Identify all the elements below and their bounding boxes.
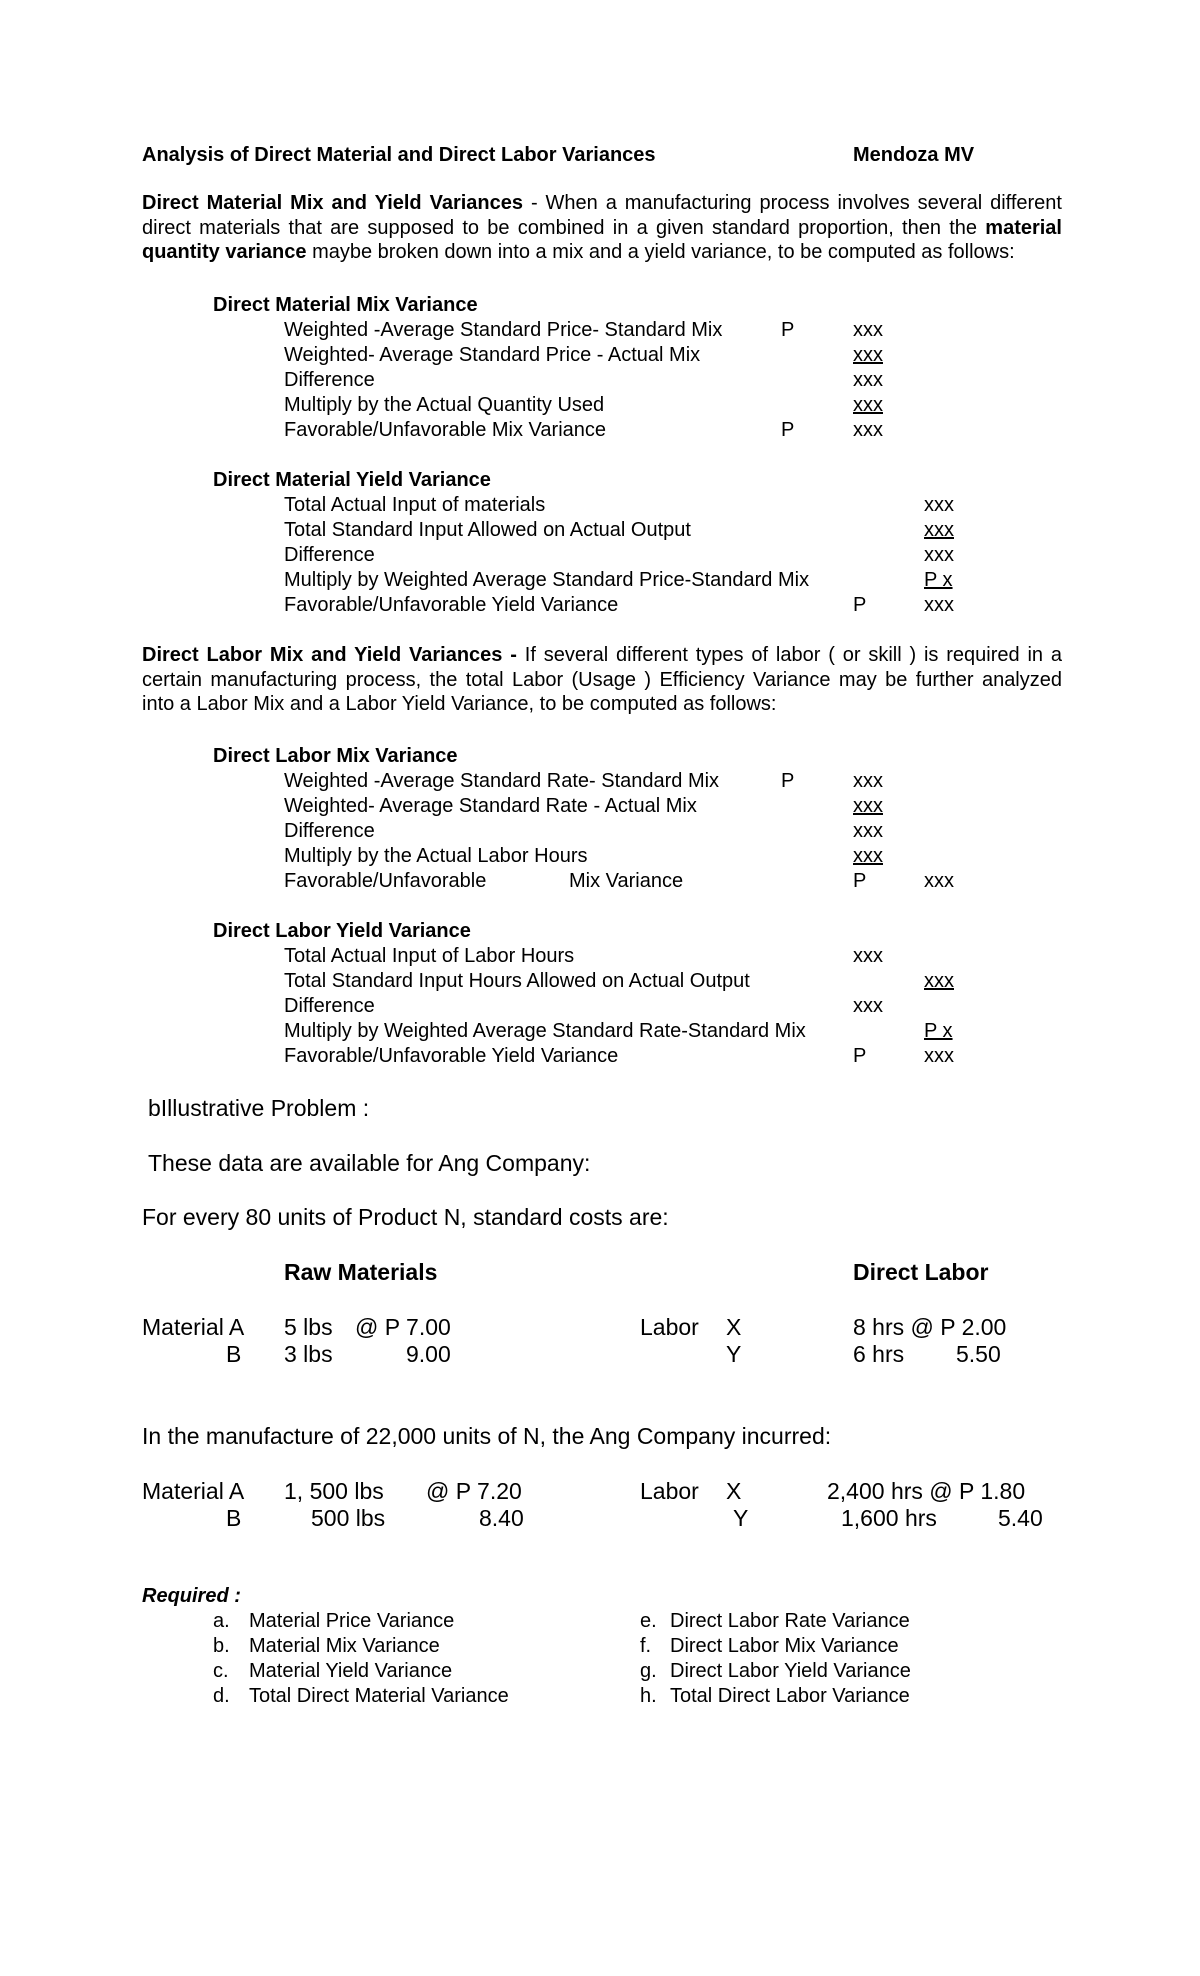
dl-mix-row-p: P <box>781 770 795 792</box>
dm-yield-row-label: Total Actual Input of materials <box>284 494 546 516</box>
list-text: Material Yield Variance <box>249 1660 453 1682</box>
std-labor-label: Labor <box>640 1314 699 1340</box>
list-item <box>640 1609 911 1634</box>
dm-yield-row-label: Multiply by Weighted Average Standard Price-Standard Mix <box>284 569 810 591</box>
problem-intro-line: These data are available for Ang Company: <box>148 1150 591 1176</box>
list-text: Material Mix Variance <box>249 1635 440 1657</box>
dm-mix-row-label: Multiply by the Actual Quantity Used <box>284 394 605 416</box>
dl-mix-row-p: P <box>853 870 867 892</box>
std-labor-y-label: Y <box>726 1341 742 1367</box>
act-labor-y-hours: 1,600 hrs <box>841 1505 937 1531</box>
std-material-b-price: 9.00 <box>406 1341 451 1367</box>
dl-intro-text: If several different types of labor ( or skill ) is required in a certain manufacturing process, the total Labor (Usage ) Efficiency Variance may be further analyzed into a Labor Mix and a Labor Yield Variance, to be computed as follows: <box>142 644 1062 716</box>
dm-yield-row-p: P <box>853 594 867 616</box>
required-heading: Required : <box>142 1585 241 1607</box>
dm-mix-heading: Direct Material Mix Variance <box>213 294 478 316</box>
list-item <box>213 1609 509 1634</box>
std-labor-y-rate: 5.50 <box>956 1341 1001 1367</box>
dl-yield-row-value: xxx <box>924 1045 954 1067</box>
dm-yield-row-value: P x <box>924 569 953 591</box>
dm-mix-row-value: xxx <box>853 319 883 341</box>
required-list-right <box>640 1609 911 1709</box>
dm-yield-row-value: xxx <box>924 519 954 541</box>
dl-mix-row-label: Multiply by the Actual Labor Hours <box>284 845 588 867</box>
std-labor-x-label: X <box>726 1314 742 1340</box>
list-text: Total Direct Material Variance <box>249 1685 509 1707</box>
list-item <box>213 1659 509 1684</box>
std-material-b-label: B <box>226 1341 242 1367</box>
act-material-a-qty: 1, 500 lbs <box>284 1478 384 1504</box>
dm-mix-row-value: xxx <box>853 394 883 416</box>
dl-mix-row-label2: Mix Variance <box>569 870 684 892</box>
dm-intro-text2: maybe broken down into a mix and a yield variance, to be computed as follows: <box>306 241 1015 264</box>
problem-title: bIllustrative Problem : <box>148 1095 370 1121</box>
dm-yield-heading: Direct Material Yield Variance <box>213 469 491 491</box>
dl-mix-row-value: xxx <box>853 770 883 792</box>
list-text: Material Price Variance <box>249 1610 455 1632</box>
dl-yield-row-p: P <box>853 1045 867 1067</box>
dm-mix-row-label: Weighted- Average Standard Price - Actual Mix <box>284 344 701 366</box>
act-material-a-label: Material A <box>142 1478 245 1504</box>
dm-mix-row-p: P <box>781 419 795 441</box>
dm-mix-row-p: P <box>781 319 795 341</box>
dm-yield-row-value: xxx <box>924 594 954 616</box>
problem-actual-line: In the manufacture of 22,000 units of N, the Ang Company incurred: <box>142 1423 832 1449</box>
list-text: Total Direct Labor Variance <box>670 1685 910 1707</box>
dm-yield-row-value: xxx <box>924 544 954 566</box>
dl-yield-row-label: Total Standard Input Hours Allowed on Actual Output <box>284 970 750 992</box>
list-marker: c. <box>213 1660 229 1682</box>
dl-intro-lead: Direct Labor Mix and Yield Variances - <box>142 644 517 666</box>
list-text: Direct Labor Rate Variance <box>670 1610 910 1632</box>
act-material-a-price: @ P 7.20 <box>426 1478 522 1504</box>
std-labor-y-hours: 6 hrs <box>853 1341 905 1367</box>
std-labor-x-value: 8 hrs @ P 2.00 <box>853 1314 1007 1340</box>
dl-mix-row-label: Favorable/Unfavorable <box>284 870 487 892</box>
std-material-b-qty: 3 lbs <box>284 1341 333 1367</box>
dl-mix-heading: Direct Labor Mix Variance <box>213 745 458 767</box>
list-marker: d. <box>213 1685 230 1707</box>
dl-mix-row-value: xxx <box>853 845 883 867</box>
document-author: Mendoza MV <box>853 144 975 166</box>
dl-mix-row-value: xxx <box>924 870 954 892</box>
dm-mix-row-value: xxx <box>853 419 883 441</box>
dm-mix-row-label: Weighted -Average Standard Price- Standard Mix <box>284 319 723 341</box>
dl-intro-paragraph <box>142 643 1062 717</box>
std-material-a-price: @ P 7.00 <box>355 1314 451 1340</box>
list-marker: a. <box>213 1610 230 1632</box>
list-text: Direct Labor Mix Variance <box>670 1635 899 1657</box>
dm-mix-row-label: Difference <box>284 369 375 391</box>
std-material-a-label: Material A <box>142 1314 245 1340</box>
problem-standard-line: For every 80 units of Product N, standard costs are: <box>142 1204 669 1230</box>
dm-yield-row-value: xxx <box>924 494 954 516</box>
dl-yield-row-value: xxx <box>924 970 954 992</box>
dm-intro-paragraph <box>142 191 1062 265</box>
list-item <box>640 1634 911 1659</box>
act-material-b-label: B <box>226 1505 242 1531</box>
act-labor-y-rate: 5.40 <box>998 1505 1043 1531</box>
direct-labor-heading: Direct Labor <box>853 1259 989 1285</box>
dl-yield-row-label: Total Actual Input of Labor Hours <box>284 945 575 967</box>
list-marker: h. <box>640 1685 657 1707</box>
act-material-b-qty: 500 lbs <box>311 1505 386 1531</box>
dm-mix-row-label: Favorable/Unfavorable Mix Variance <box>284 419 607 441</box>
act-material-b-price: 8.40 <box>479 1505 524 1531</box>
act-labor-x-label: X <box>726 1478 742 1504</box>
dm-intro-bold-term: material quantity variance <box>142 216 1062 264</box>
list-item <box>640 1684 911 1709</box>
list-marker: b. <box>213 1635 230 1657</box>
document-title: Analysis of Direct Material and Direct Labor Variances <box>142 144 656 166</box>
dl-yield-row-label: Difference <box>284 995 375 1017</box>
act-labor-y-label: Y <box>733 1505 749 1531</box>
list-marker: g. <box>640 1660 657 1682</box>
dm-yield-row-label: Total Standard Input Allowed on Actual Output <box>284 519 691 541</box>
list-item <box>213 1684 509 1709</box>
dl-yield-row-value: xxx <box>853 945 883 967</box>
dm-mix-row-value: xxx <box>853 369 883 391</box>
dl-yield-heading: Direct Labor Yield Variance <box>213 920 471 942</box>
dm-intro-lead: Direct Material Mix and Yield Variances <box>142 192 523 214</box>
std-material-a-qty: 5 lbs <box>284 1314 333 1340</box>
list-marker: e. <box>640 1610 657 1632</box>
dl-yield-row-label: Multiply by Weighted Average Standard Rate-Standard Mix <box>284 1020 806 1042</box>
raw-materials-heading: Raw Materials <box>284 1259 438 1285</box>
dl-yield-row-label: Favorable/Unfavorable Yield Variance <box>284 1045 619 1067</box>
dm-yield-row-label: Difference <box>284 544 375 566</box>
list-text: Direct Labor Yield Variance <box>670 1660 911 1682</box>
dl-mix-row-label: Weighted -Average Standard Rate- Standard Mix <box>284 770 720 792</box>
dl-yield-row-value: xxx <box>853 995 883 1017</box>
list-marker: f. <box>640 1635 652 1657</box>
dl-mix-row-value: xxx <box>853 795 883 817</box>
dl-mix-row-value: xxx <box>853 820 883 842</box>
dm-mix-row-value: xxx <box>853 344 883 366</box>
dl-yield-row-value: P x <box>924 1020 953 1042</box>
list-item <box>213 1634 509 1659</box>
required-list-left <box>213 1609 509 1709</box>
dl-mix-row-label: Difference <box>284 820 375 842</box>
dm-yield-row-label: Favorable/Unfavorable Yield Variance <box>284 594 619 616</box>
act-labor-label: Labor <box>640 1478 699 1504</box>
dm-intro-text1: - When a manufacturing process involves several different direct materials that are supposed to be combined in a given standard proportion, then the <box>142 192 1062 239</box>
list-item <box>640 1659 911 1684</box>
dl-mix-row-label: Weighted- Average Standard Rate - Actual Mix <box>284 795 697 817</box>
act-labor-x-value: 2,400 hrs @ P 1.80 <box>827 1478 1026 1504</box>
